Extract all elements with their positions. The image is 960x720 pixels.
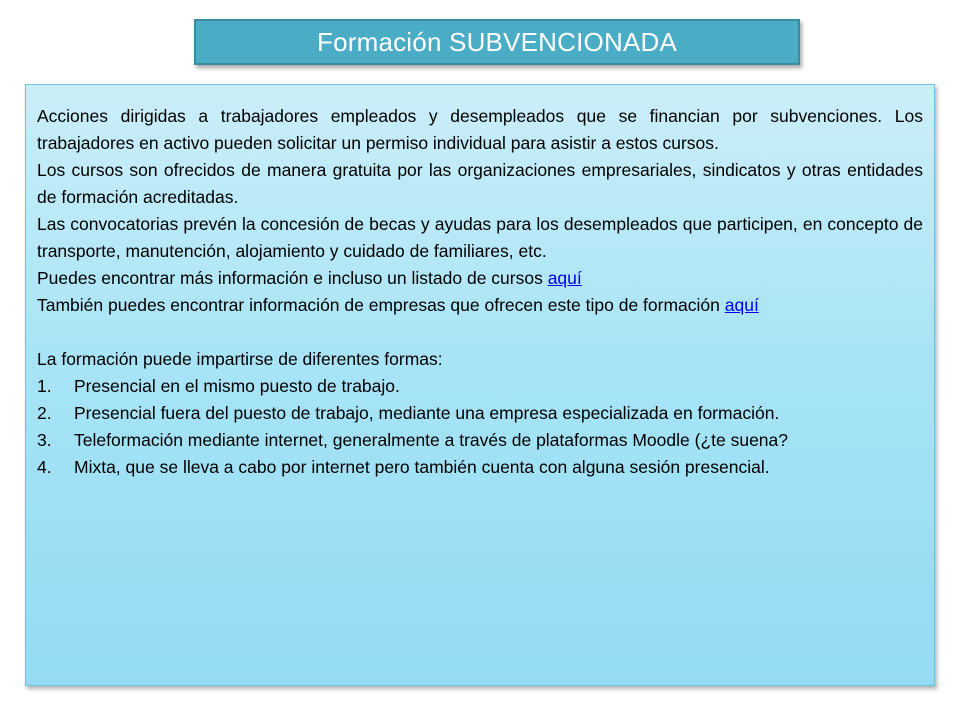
list-item-text: Mixta, que se lleva a cabo por internet pero también cuenta con alguna sesión presencial. [74, 457, 770, 477]
list-item-number: 1. [37, 376, 52, 396]
paragraph-forms-intro: La formación puede impartirse de diferentes formas: [37, 349, 443, 369]
companies-info-text: También puedes encontrar información de empresas que ofrecen este tipo de formación [37, 295, 725, 315]
forms-list [37, 373, 923, 481]
list-item-number: 4. [37, 457, 52, 477]
page-title-text: Formación SUBVENCIONADA [316, 26, 678, 57]
page-title [194, 19, 800, 65]
list-item-number: 2. [37, 403, 52, 423]
list-item-number: 3. [37, 430, 52, 450]
spacer [37, 319, 923, 346]
courses-info-text: Puedes encontrar más información e incluso un listado de cursos [37, 268, 548, 288]
courses-link[interactable]: aquí [547, 268, 582, 288]
list-item [37, 400, 923, 427]
list-item [37, 427, 923, 454]
paragraph-grants: Las convocatorias prevén la concesión de becas y ayudas para los desempleados que participen, en concepto de transporte, manutención, alojamiento y cuidado de familiares, etc. [37, 214, 923, 261]
list-item [37, 454, 923, 481]
paragraph-courses-info [37, 265, 923, 292]
list-item-text: Presencial en el mismo puesto de trabajo. [74, 376, 400, 396]
list-item-text: Presencial fuera del puesto de trabajo, mediante una empresa especializada en formación. [74, 403, 780, 423]
list-item [37, 373, 923, 400]
list-item-text: Teleformación mediante internet, generalmente a través de plataformas Moodle (¿te suena? [74, 430, 789, 450]
paragraph-intro: Acciones dirigidas a trabajadores empleados y desempleados que se financian por subvenciones. Los trabajadores en activo pueden solicitar un permiso individual para asistir a estos cursos. [37, 106, 923, 153]
paragraph-providers: Los cursos son ofrecidos de manera gratuita por las organizaciones empresariales, sindicatos y otras entidades de formación acreditadas. [37, 160, 923, 207]
companies-link[interactable]: aquí [724, 295, 759, 315]
content-panel [25, 84, 935, 686]
paragraph-companies-info [37, 292, 923, 319]
